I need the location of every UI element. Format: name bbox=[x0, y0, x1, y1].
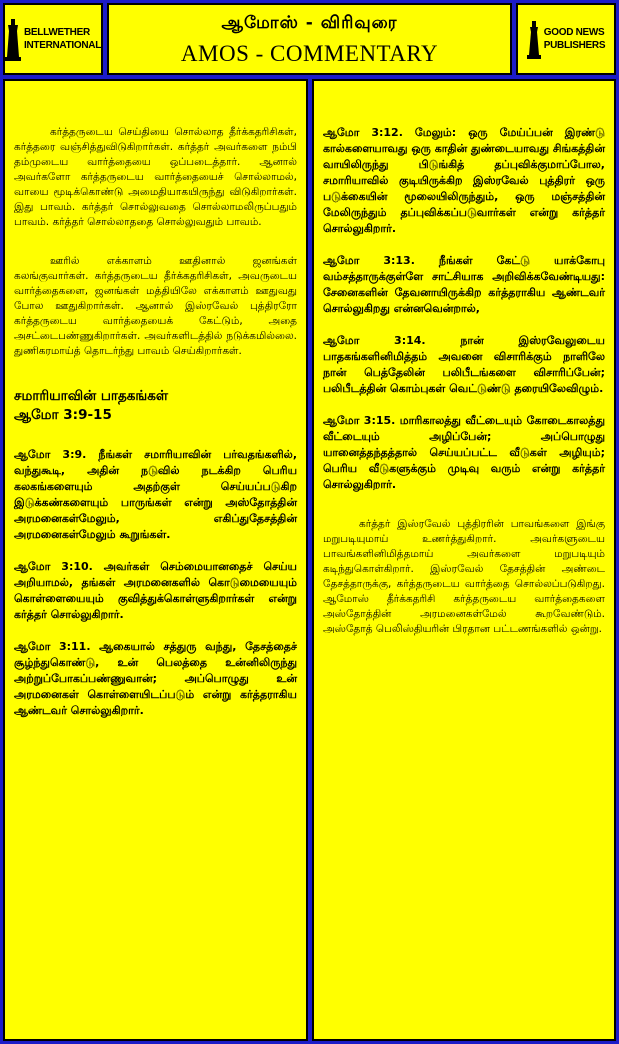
verse-3-14: ஆமோ 3:14. நான் இஸ்ரவேலுடைய பாதகங்களினிமித்தம் அவனை விசாரிக்கும் நாளிலே நான் பெத்தேலின் பலிபீடங்களை விசாரிப்பேன்; பலிபீடத்தின் கொம்புகள் வெட்டுண்டு தரையிலேவிழும். bbox=[323, 334, 605, 395]
right-column bbox=[312, 79, 616, 1041]
section-heading: சமாரியாவின் பாதகங்கள் bbox=[14, 388, 169, 404]
left-column bbox=[3, 79, 308, 1041]
right-logo-line-1: GOOD NEWS bbox=[543, 27, 605, 38]
good-news-logo bbox=[516, 3, 616, 75]
verse-3-12: ஆமோ 3:12. மேலும்: ஒரு மேய்ப்பன் இரண்டு கால்களையாவது ஒரு காதின் துண்டையாவது சிங்கத்தின் வாயிலிருந்து பிடுங்கித் தப்புவிக்குமாப்போல, சமாரியாவில் குடியிருக்கிற இஸ்ரவேல் புத்திரர் ஒரு படுக்கையின் மூலையிலிருந்தும், ஒரு மஞ்சத்தின் மேலிருந்தும் தப்புவிக்கப்படுவார்கள் என்று கர்த்தர் சொல்லுகிறார். bbox=[323, 126, 605, 235]
page-title-english: AMOS - COMMENTARY bbox=[180, 41, 439, 66]
verse-3-10: ஆமோ 3:10. அவர்கள் செம்மையானதைச் செய்ய அறியாமல், தங்கள் அரமனைகளில் கொடுமையையும் கொள்ளையையும் குவித்துக்கொள்ளுகிறார்கள் என்று கர்த்தர் சொல்லுகிறார். bbox=[14, 560, 297, 621]
tower-icon bbox=[5, 17, 21, 61]
section-reference: ஆமோ 3:9-15 bbox=[14, 407, 112, 423]
commentary-paragraph-3: கர்த்தர் இஸ்ரவேல் புத்திரரின் பாவங்களை இங்கு மறுபடியுமாய் உணர்த்துகிறார். அவர்களுடைய பாவங்களினிமித்தமாய் அவர்களை மறுபடியும் கடிந்துகொள்கிறார். இஸ்ரவேல் தேசத்தின் அண்டை தேசத்தாருக்கு, கர்த்தருடைய வார்த்தை சொல்லப்படுகிறது. ஆமோஸ் தீர்க்கதரிசி கர்த்தருடைய வார்த்தைகளை அஸ்தோத்தின் அரமனைகள்மேல் கூறவேண்டும். அஸ்தோத் பெலிஸ்தியரின் பிரதான பட்டணங்களில் ஒன்று. bbox=[323, 518, 605, 635]
left-logo-line-1: BELLWETHER bbox=[23, 27, 90, 38]
right-logo-line-2: PUBLISHERS bbox=[543, 40, 606, 51]
bellwether-logo bbox=[3, 3, 103, 75]
verse-3-11: ஆமோ 3:11. ஆகையால் சத்துரு வந்து, தேசத்தைச் சூழ்ந்துகொண்டு, உன் பெலத்தை உன்னிலிருந்து அற்றுப்போகப்பண்ணுவான்; அப்பொழுது உன் அரமனைகள் கொள்ளையிடப்படும் என்று கர்த்தராகிய ஆண்டவர் சொல்லுகிறார். bbox=[14, 640, 297, 717]
page-title-tamil: ஆமோஸ் - விரிவுரை bbox=[221, 13, 398, 33]
title-box bbox=[107, 3, 512, 75]
tower-icon bbox=[527, 19, 541, 59]
commentary-paragraph-1: கர்த்தருடைய செய்தியை சொல்லாத தீர்க்கதரிசிகள், கர்த்தரை வஞ்சித்துவிடுகிறார்கள். கர்த்தர் அவர்களை நம்பி தம்முடைய வார்த்தையை ஒப்படைத்தார். ஆனால் அவர்களோ கர்த்தருடைய வார்த்தையைச் சொல்லாமல், வாயை மூடிக்கொண்டு அமைதியாகயிருந்து விடுகிறார்கள். இது பாவம். கர்த்தர் சொல்லுவதை சொல்லாமலிருப்பதும் பாவம். கர்த்தர் சொல்லாததை சொல்லுவதும் பாவம். bbox=[14, 126, 297, 228]
left-logo-line-2: INTERNATIONAL bbox=[23, 40, 102, 51]
commentary-paragraph-2: ஊரில் எக்காளம் ஊதினால் ஜனங்கள் கலங்குவார்கள். கர்த்தருடைய தீர்க்கதரிசிகள், அவருடைய வார்த்தைகளை, ஜனங்கள் மத்தியிலே எக்காளம் ஊதுவது போல ஊதுகிறார்கள். ஆனால் இஸ்ரவேல் புத்திரரோ கர்த்தருடைய வார்த்தையைக் கேட்டும், அதை அசட்டைபண்ணுகிறார்கள். அவர்களிடத்தில் நடுக்கமில்லை. துணிகரமாய்த் தொடர்ந்து பாவம் செய்கிறார்கள். bbox=[14, 255, 297, 357]
page-header bbox=[3, 3, 616, 75]
verse-3-9: ஆமோ 3:9. நீங்கள் சமாரியாவின் பர்வதங்களில், வந்துகூடி, அதின் நடுவில் நடக்கிற பெரிய கலகங்களையும் அதற்குள் செய்யப்படுகிற இடுக்கண்களையும் பாருங்கள் என்று அஸ்தோத்தின் அரமனைகள்மேலும், எகிப்துதேசத்தின் அரமனைகள்மேலும் கூறுங்கள். bbox=[14, 448, 297, 541]
verse-3-13: ஆமோ 3:13. நீங்கள் கேட்டு யாக்கோபு வம்சத்தாருக்குள்ளே சாட்சியாக அறிவிக்கவேண்டியது: சேனைகளின் தேவனாயிருக்கிற கர்த்தராகிய ஆண்டவர் சொல்லுகிறது என்னவென்றால், bbox=[323, 254, 605, 315]
verse-3-15: ஆமோ 3:15. மாரிகாலத்து வீட்டையும் கோடைகாலத்து வீட்டையும் அழிப்பேன்; அப்பொழுது யானைத்தந்தத்தால் செய்யப்பட்ட வீடுகள் அழியும்; பெரிய வீடுகளுக்கும் முடிவு வரும் என்று கர்த்தர் சொல்லுகிறார். bbox=[323, 414, 605, 491]
